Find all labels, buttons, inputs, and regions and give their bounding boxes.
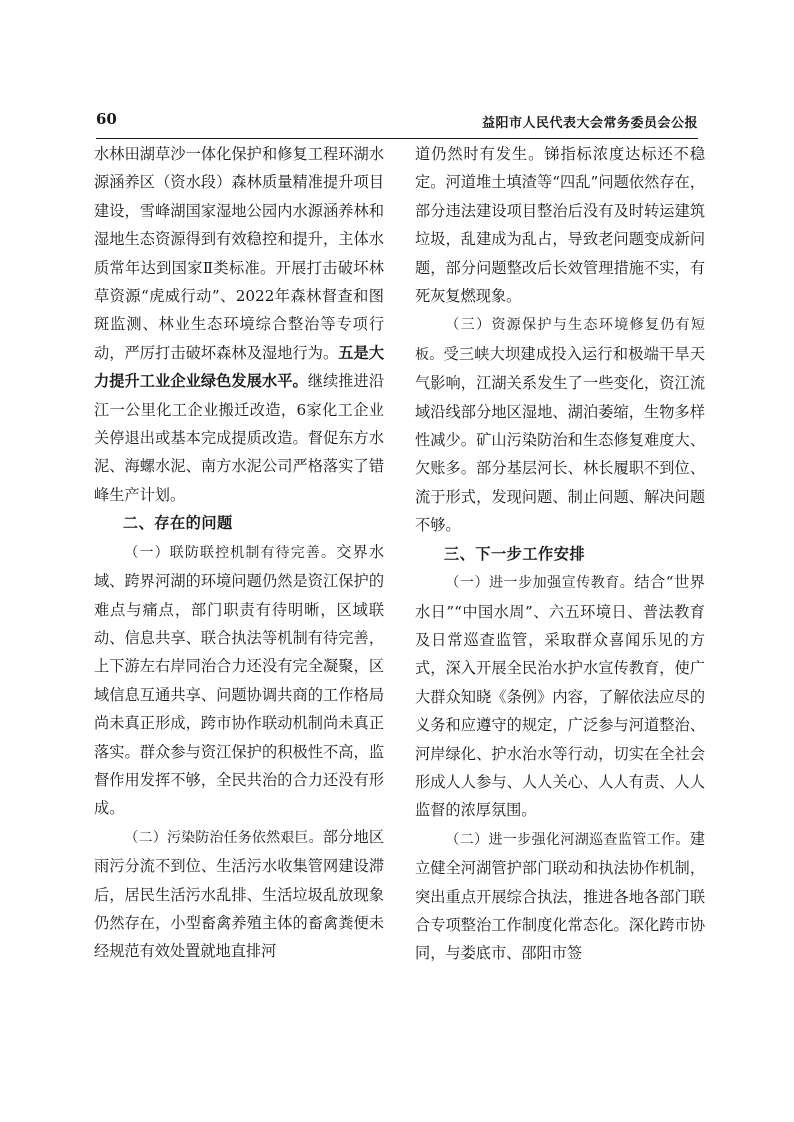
paragraph-text: 水林田湖草沙一体化保护和修复工程环湖水源涵养区（资水段）森林质量精准提升项目建设，雪峰湖国家湿地公园内水源涵养林和湿地生态资源得到有效稳控和提升，主体水质常年达到国家Ⅱ类标准。开展打击破坏林草资源“虎威行动”、2022年森林督查和图斑监测、林业生态环境综合整治等专项行动，严厉打击破坏森林及湿地行为。 [94,145,384,362]
page-number: 60 [96,110,117,128]
left-column [94,140,384,966]
page-header [96,110,698,136]
paragraph [415,568,705,825]
paragraph [94,140,384,509]
header-rule [96,138,698,139]
paragraph [415,310,705,539]
bold-lead: 五是大力提升工业企业绿色发展水平。 [94,343,385,391]
paragraph-text: 结合“世界水日”“中国水周”、六五环境日、普法教育及日常巡查监管，采取群众喜闻乐见的方式，深入开展全民治水护水宣传教育，使广大群众知晓《条例》内容，了解依法应尽的义务和应遵守的规定，广泛参与河道整治、河岸绿化、护水治水等行动，切实在全社会形成人人参与、人人关心、人人有责、人人监督的浓厚氛围。 [415,573,705,820]
paragraph [94,823,384,966]
journal-title: 益阳市人民代表大会常务委员会公报 [481,116,698,131]
paragraph-text: 交界水域、跨界河湖的环境问题仍然是资江保护的难点与痛点，部门职责有待明晰，区域联动、信息共享、联合执法等机制有待完善，上下游左右岸同治合力还没有完全凝聚，区域信息互通共享、问题协调共商的工作格局尚未真正形成，跨市协作联动机制尚未真正落实。群众参与资江保护的积极性不高，监督作用发挥不够，全民共治的合力还没有形成。 [94,542,385,818]
paragraph-text: 部分地区雨污分流不到位、生活污水收集管网建设滞后，居民生活污水乱排、生活垃圾乱放现象仍然存在，小型畜禽养殖主体的畜禽粪便未经规范有效处置就地直排河 [94,827,385,961]
paragraph [415,825,705,968]
section-heading: 三、下一步工作安排 [443,544,586,563]
paragraph-text: 受三峡大坝建成投入运行和极端干旱天气影响，江湖关系发生了一些变化，资江流域沿线部分地区湿地、湖泊萎缩，生物多样性减少。矿山污染防治和生态修复难度大、欠账多。部分基层河长、林长履职不到位、流于形式，发现问题、制止问题、解决问题不够。 [415,344,706,535]
subheading: （一）进一步加强宣传教育。 [445,575,635,592]
paragraph-text: 建立健全河湖管护部门联动和执法协作机制，突出重点开展综合执法，推进各地各部门联合专项整治工作制度化常态化。深化跨市协同，与娄底市、邵阳市签 [415,829,705,963]
subheading: （三）资源保护与生态环境修复仍有短板。 [415,317,705,363]
paragraph-text: 继续推进沿江一公里化工企业搬迁改造，6家化工企业关停退出或基本完成提质改造。督促东方水泥、海螺水泥、南方水泥公司严格落实了错峰生产计划。 [94,372,385,504]
paragraph: 道仍然时有发生。锑指标浓度达标还不稳定。河道堆土填渣等“四乱”问题依然存在，部分违法建设项目整治后没有及时转运建筑垃圾，乱建成为乱占，导致老问题变成新问题，部分问题整改后长效管理措施不实，有死灰复燃现象。 [415,145,705,306]
subheading: （二）污染防治任务依然艰巨。 [124,829,323,846]
section-heading: 二、存在的问题 [122,514,233,533]
subheading: （一）联防联控机制有待完善。 [124,544,337,561]
right-column [415,140,705,968]
paragraph [94,538,384,823]
subheading: （二）进一步强化河湖巡查监管工作。 [445,831,690,848]
